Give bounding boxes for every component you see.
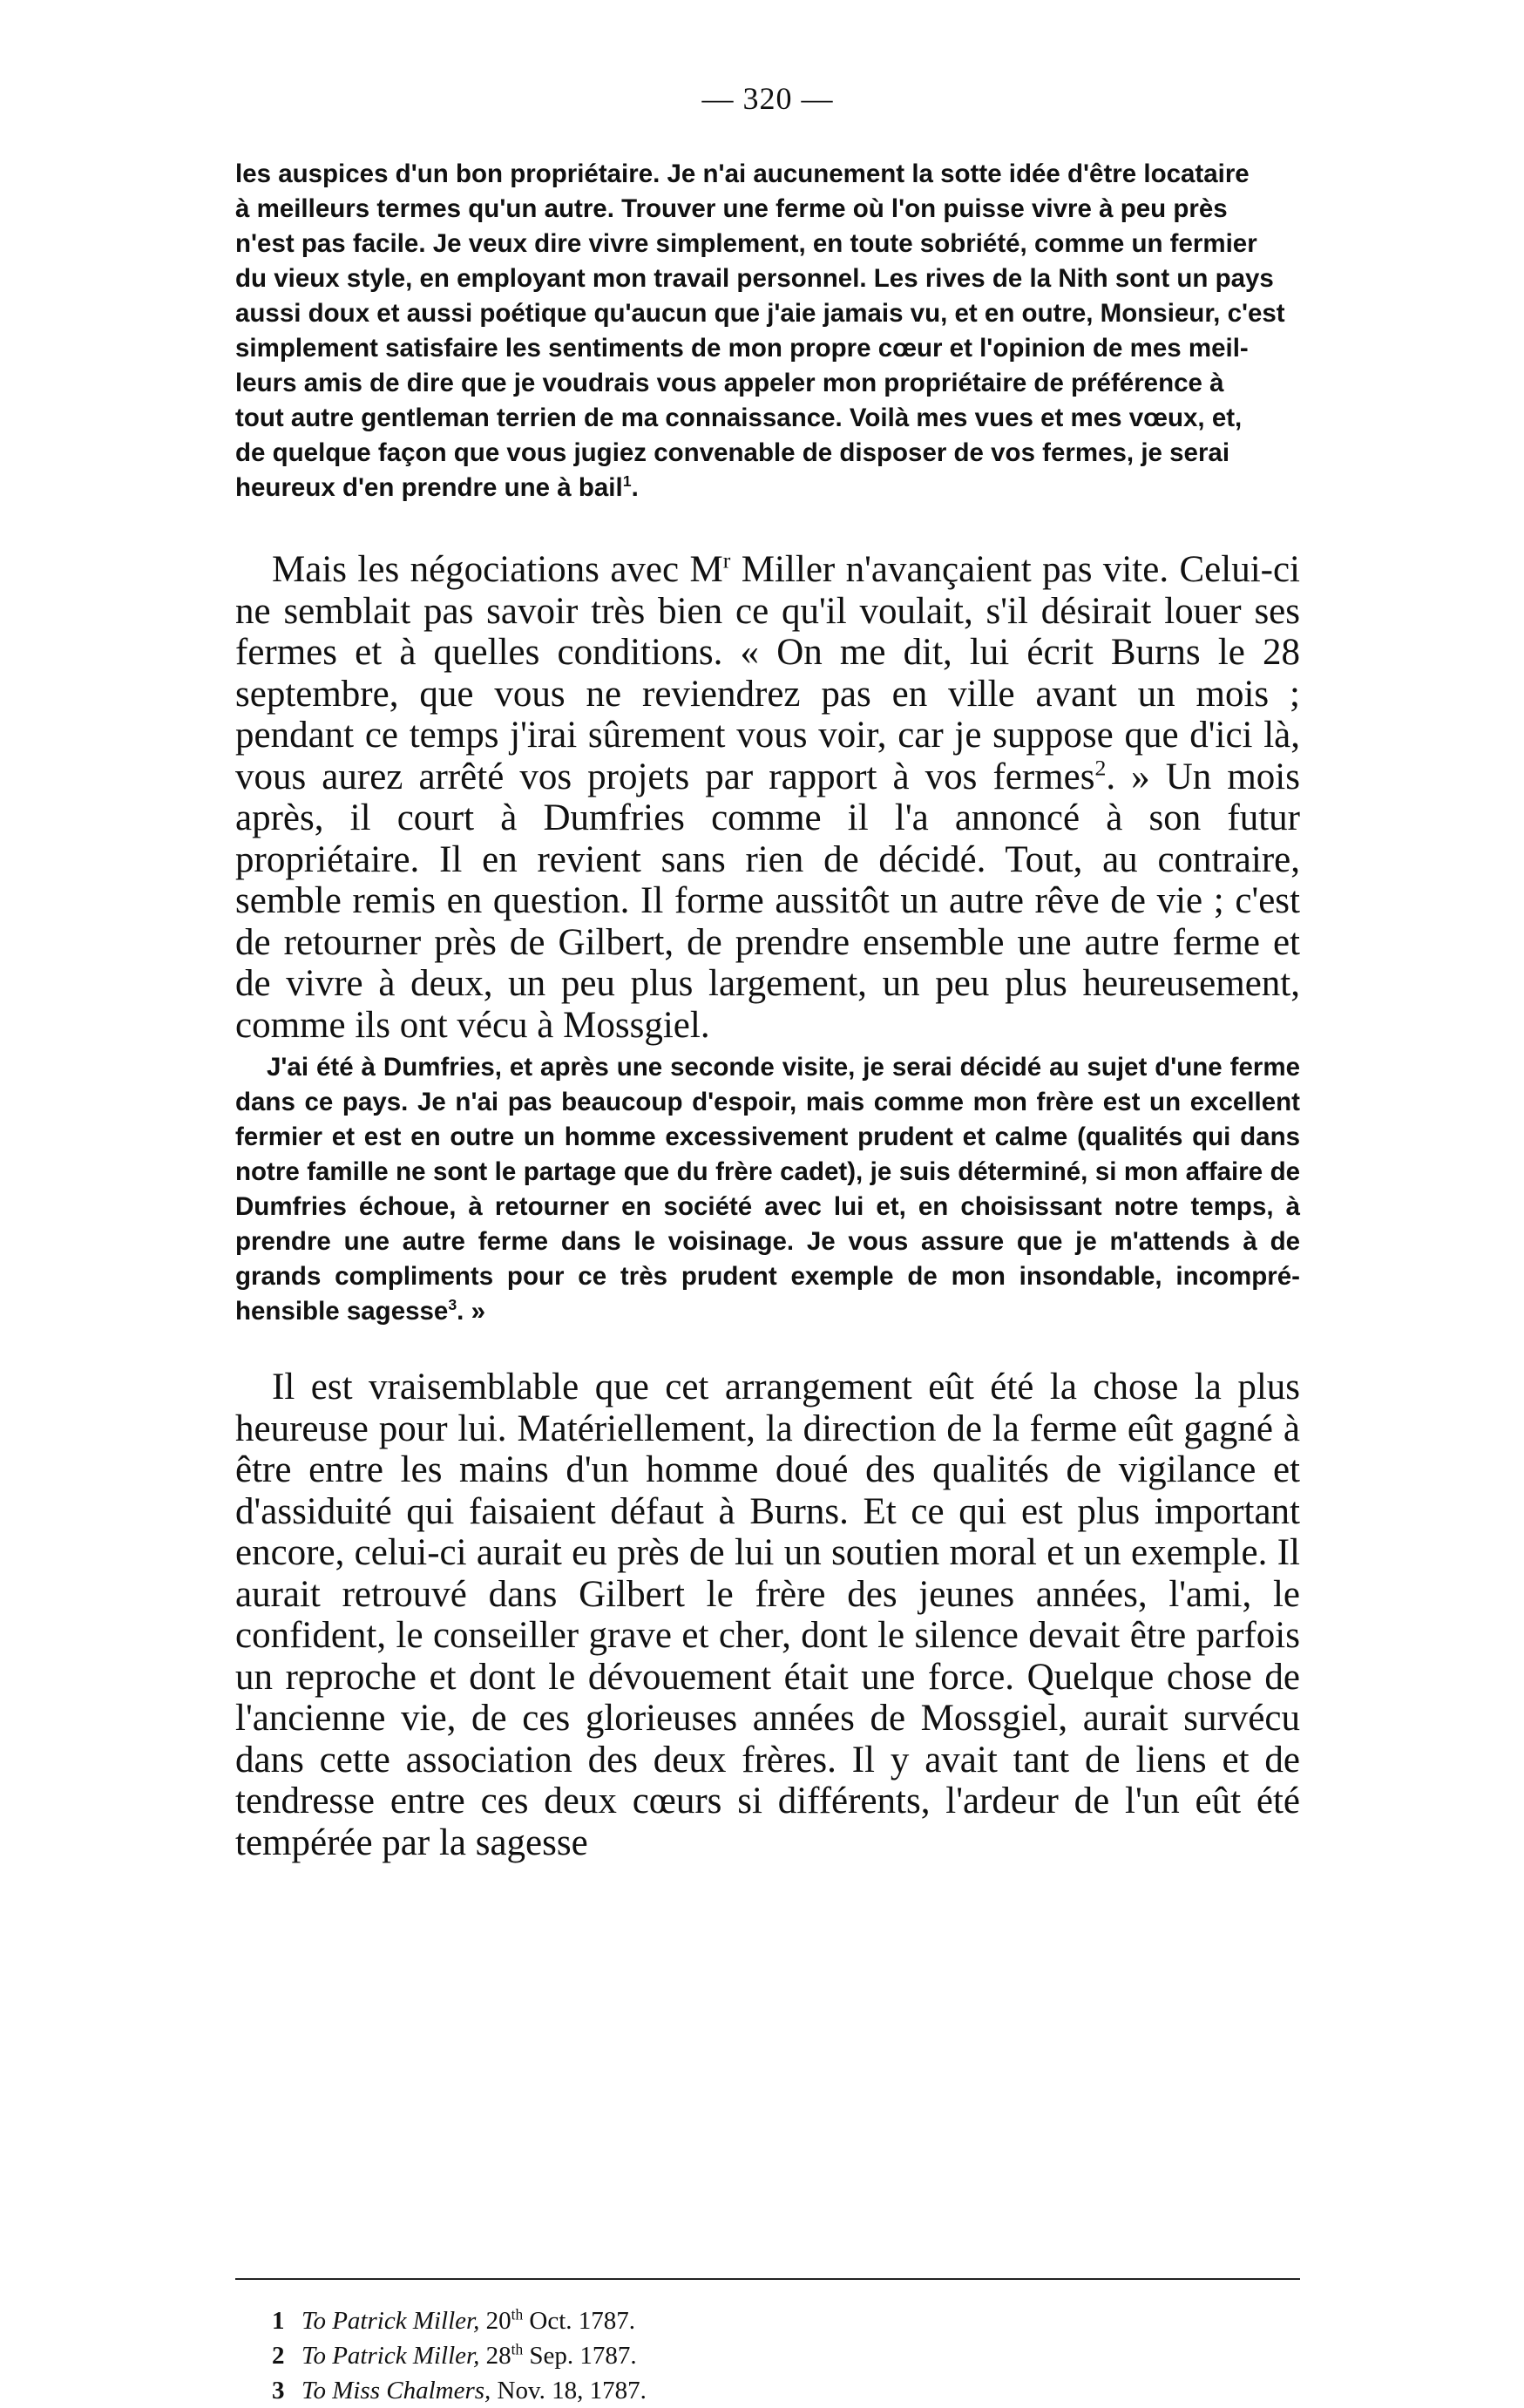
quote-line: aussi doux et aussi poétique qu'aucun que j'aie jamais vu, et en outre, Monsieur, c'est bbox=[235, 299, 1285, 328]
footnotes bbox=[272, 2303, 1230, 2408]
footnote-item bbox=[272, 2303, 1230, 2338]
footnote-ref: 2 bbox=[1094, 755, 1107, 781]
footnote-number: 3 bbox=[272, 2377, 285, 2405]
footnote-date: Oct. 1787. bbox=[523, 2307, 636, 2335]
footnote-recipient: To Patrick Miller, bbox=[301, 2342, 480, 2370]
footnote-day-suffix: th bbox=[511, 2305, 524, 2323]
footnote-date: Sep. 1787. bbox=[523, 2342, 637, 2370]
footnote-date: Nov. 18, 1787. bbox=[491, 2377, 647, 2405]
quote-line: à meilleurs termes qu'un autre. Trouver une ferme où l'on puisse vivre à peu près bbox=[235, 194, 1228, 223]
quote-line-last bbox=[235, 471, 1300, 505]
footnote-number: 2 bbox=[272, 2342, 285, 2370]
quote-line: du vieux style, en employant mon travail personnel. Les rives de la Nith sont un pays bbox=[235, 264, 1274, 293]
quote-text: . bbox=[631, 473, 639, 502]
paragraph-text: . » Un mois après, il court à Dumfries comme il l'a annoncé à son futur propriétaire. Il en revient sans rien de décidé. Tout, au contraire, semble remis en question. Il forme aussitôt un autre rêve de vie ; c'est de retourner près de Gilbert, de prendre ensemble une autre ferme et de vivre à deux, un peu plus largement, un peu plus heureusement, comme ils ont vécu à Mossgiel. bbox=[235, 756, 1300, 1046]
body-paragraph-1 bbox=[235, 549, 1300, 1046]
quote-line: simplement satisfaire les sentiments de mon propre cœur et l'opinion de mes meil- bbox=[235, 334, 1249, 363]
footnote-day: 28 bbox=[485, 2342, 511, 2370]
footnote-divider bbox=[235, 2278, 1300, 2280]
quote-line: de quelque façon que vous jugiez convenable de disposer de vos fermes, je serai bbox=[235, 438, 1230, 467]
paragraph-text: Mais les négociations avec M bbox=[272, 549, 723, 590]
quote-line: les auspices d'un bon propriétaire. Je n'ai aucunement la sotte idée d'être locataire bbox=[235, 159, 1250, 188]
footnote-recipient: To Miss Chalmers, bbox=[301, 2377, 491, 2405]
quote-line: leurs amis de dire que je voudrais vous appeler mon propriétaire de préférence à bbox=[235, 369, 1224, 397]
letter-quote-top bbox=[235, 157, 1300, 505]
quote-text: . » bbox=[457, 1297, 485, 1326]
footnote-recipient: To Patrick Miller, bbox=[301, 2307, 480, 2335]
footnote-day-suffix: th bbox=[511, 2340, 524, 2358]
body-paragraph-2: Il est vraisemblable que cet arrangement eût été la chose la plus heureuse pour lui. Matériellement, la direction de la ferme eût gagné à être entre les mains d'un homme doué des qualités de vigilance et d'assiduité qui faisaient défaut à Burns. Et ce qui est plus important encore, celui-ci aurait eu près de lui un soutien moral et un exemple. Il aurait retrouvé dans Gilbert le frère des jeunes années, l'ami, le confident, le conseiller grave et cher, dont le silence devait être parfois un reproche et dont le dévouement était une force. Quelque chose de l'ancienne vie, de ces glorieuses années de Mossgiel, aurait survécu dans cette association des deux frères. Il y avait tant de liens et de tendresse entre ces deux cœurs si différents, l'ardeur de l'un eût été tempérée par la sagesse bbox=[235, 1367, 1300, 1863]
quote-line: n'est pas facile. Je veux dire vivre simplement, en toute sobriété, comme un fermier bbox=[235, 229, 1257, 258]
footnote-day: 20 bbox=[485, 2307, 511, 2335]
title-superscript: r bbox=[722, 547, 731, 573]
page-number: — 320 — bbox=[701, 81, 834, 116]
footnote-ref: 3 bbox=[448, 1296, 457, 1314]
quote-text: J'ai été à Dumfries, et après une seconde visite, je serai décidé au sujet d'une ferme dans ce pays. Je n'ai pas beaucoup d'espoir, mais comme mon frère est un excellent fermier et est en outre un homme excessivement prudent et calme (qualités qui dans notre famille ne sont le partage que du frère cadet), je suis déterminé, si mon affaire de Dumfries échoue, à retourner en société avec lui et, en choisissant notre temps, à prendre une autre ferme dans le voisinage. Je vous assure que je m'attends à de grands compliments pour ce très prudent exemple de mon insondable, incompré-hensible sagesse bbox=[235, 1053, 1300, 1326]
paragraph-text: Miller n'avançaient pas vite. Celui-ci ne semblait pas savoir très bien ce qu'il voulait, s'il désirait louer ses fermes et à quelles conditions. « On me dit, lui écrit Burns le 28 septembre, que vous ne reviendrez pas en ville avant un mois ; pendant ce temps j'irai sûrement vous voir, car je suppose que d'ici là, vous aurez arrêté vos projets par rapport à vos fermes bbox=[235, 549, 1300, 797]
letter-quote-middle bbox=[235, 1050, 1300, 1329]
quote-text: heureux d'en prendre une à bail bbox=[235, 473, 623, 502]
footnote-number: 1 bbox=[272, 2307, 285, 2335]
quote-line: tout autre gentleman terrien de ma connaissance. Voilà mes vues et mes vœux, et, bbox=[235, 404, 1243, 432]
footnote-ref: 1 bbox=[622, 472, 632, 491]
footnote-item bbox=[272, 2338, 1230, 2373]
footnote-item bbox=[272, 2373, 1230, 2408]
